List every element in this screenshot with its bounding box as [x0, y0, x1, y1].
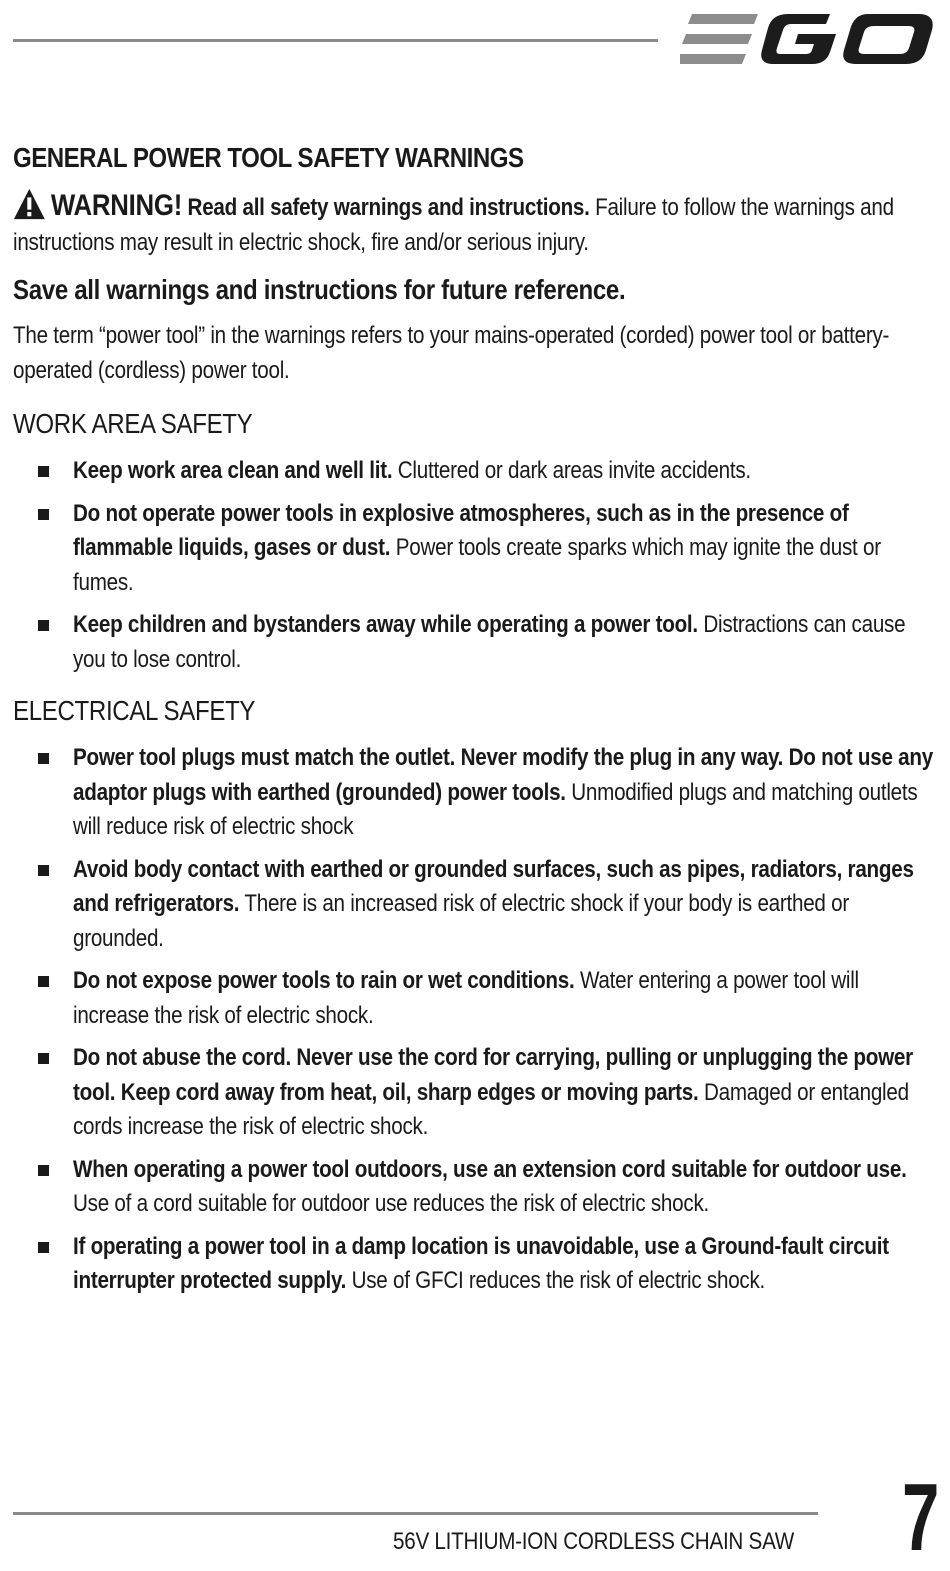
save-notice: Save all warnings and instructions for future reference.	[13, 274, 626, 305]
list-item: If operating a power tool in a damp location is unavoidable, use a Ground-fault circuit interrupter protected supply. Use of GFCI reduces the risk of electric shock.	[13, 1230, 938, 1299]
bullet-square-icon	[38, 620, 49, 631]
bullet-square-icon	[38, 1242, 49, 1253]
list-item: When operating a power tool outdoors, use an extension cord suitable for outdoor use. Use of a cord suitable for outdoor use reduces the risk of electric shock.	[13, 1153, 938, 1222]
electrical-heading: ELECTRICAL SAFETY	[13, 695, 256, 726]
work-area-heading: WORK AREA SAFETY	[13, 408, 253, 439]
list-item: Power tool plugs must match the outlet. Never modify the plug in any way. Do not use any adaptor plugs with earthed (grounded) power tools. Unmodified plugs and matching outlets will reduce risk of electric shock	[13, 741, 938, 845]
bullet-square-icon	[38, 865, 49, 876]
bullet-square-icon	[38, 976, 49, 987]
footer-product-title: 56V LITHIUM-ION CORDLESS CHAIN SAW	[393, 1528, 795, 1555]
footer-rule	[13, 1512, 818, 1515]
bullet-square-icon	[38, 753, 49, 764]
bullet-square-icon	[38, 466, 49, 477]
page-number: 7	[902, 1464, 938, 1571]
list-item: Avoid body contact with earthed or grounded surfaces, such as pipes, radiators, ranges and refrigerators. There is an increased risk of electric shock if your body is earthed or grounded.	[13, 853, 938, 957]
warning-label: WARNING!	[50, 189, 183, 222]
bullet-square-icon	[38, 1165, 49, 1176]
term-note: The term “power tool” in the warnings refers to your mains-operated (corded) power tool or battery-operated (cordless) power tool.	[13, 322, 890, 384]
page-content	[13, 138, 938, 1307]
list-item: Do not operate power tools in explosive atmospheres, such as in the presence of flammable liquids, gases or dust. Power tools create sparks which may ignite the dust or fumes.	[13, 497, 938, 601]
warning-body-text: Failure to follow the warnings and instructions may result in electric shock, fire and/or serious injury.	[13, 194, 894, 256]
warning-triangle-icon	[13, 187, 46, 221]
electrical-list	[13, 741, 938, 1299]
warning-bold-text: Read all safety warnings and instructions.	[187, 194, 590, 221]
list-item: Do not abuse the cord. Never use the cord for carrying, pulling or unplugging the power tool. Keep cord away from heat, oil, sharp edges or moving parts. Damaged or entangled cords increase the risk of electric shock.	[13, 1041, 938, 1145]
list-item: Keep children and bystanders away while operating a power tool. Distractions can cause you to lose control.	[13, 608, 938, 677]
work-area-list	[13, 454, 938, 677]
header-rule	[13, 39, 658, 42]
bullet-square-icon	[38, 509, 49, 520]
bullet-square-icon	[38, 1053, 49, 1064]
warning-paragraph	[13, 188, 938, 260]
general-safety-heading: GENERAL POWER TOOL SAFETY WARNINGS	[13, 142, 524, 173]
ego-logo	[680, 10, 938, 68]
list-item: Keep work area clean and well lit. Cluttered or dark areas invite accidents.	[13, 454, 938, 489]
list-item: Do not expose power tools to rain or wet conditions. Water entering a power tool will increase the risk of electric shock.	[13, 964, 938, 1033]
